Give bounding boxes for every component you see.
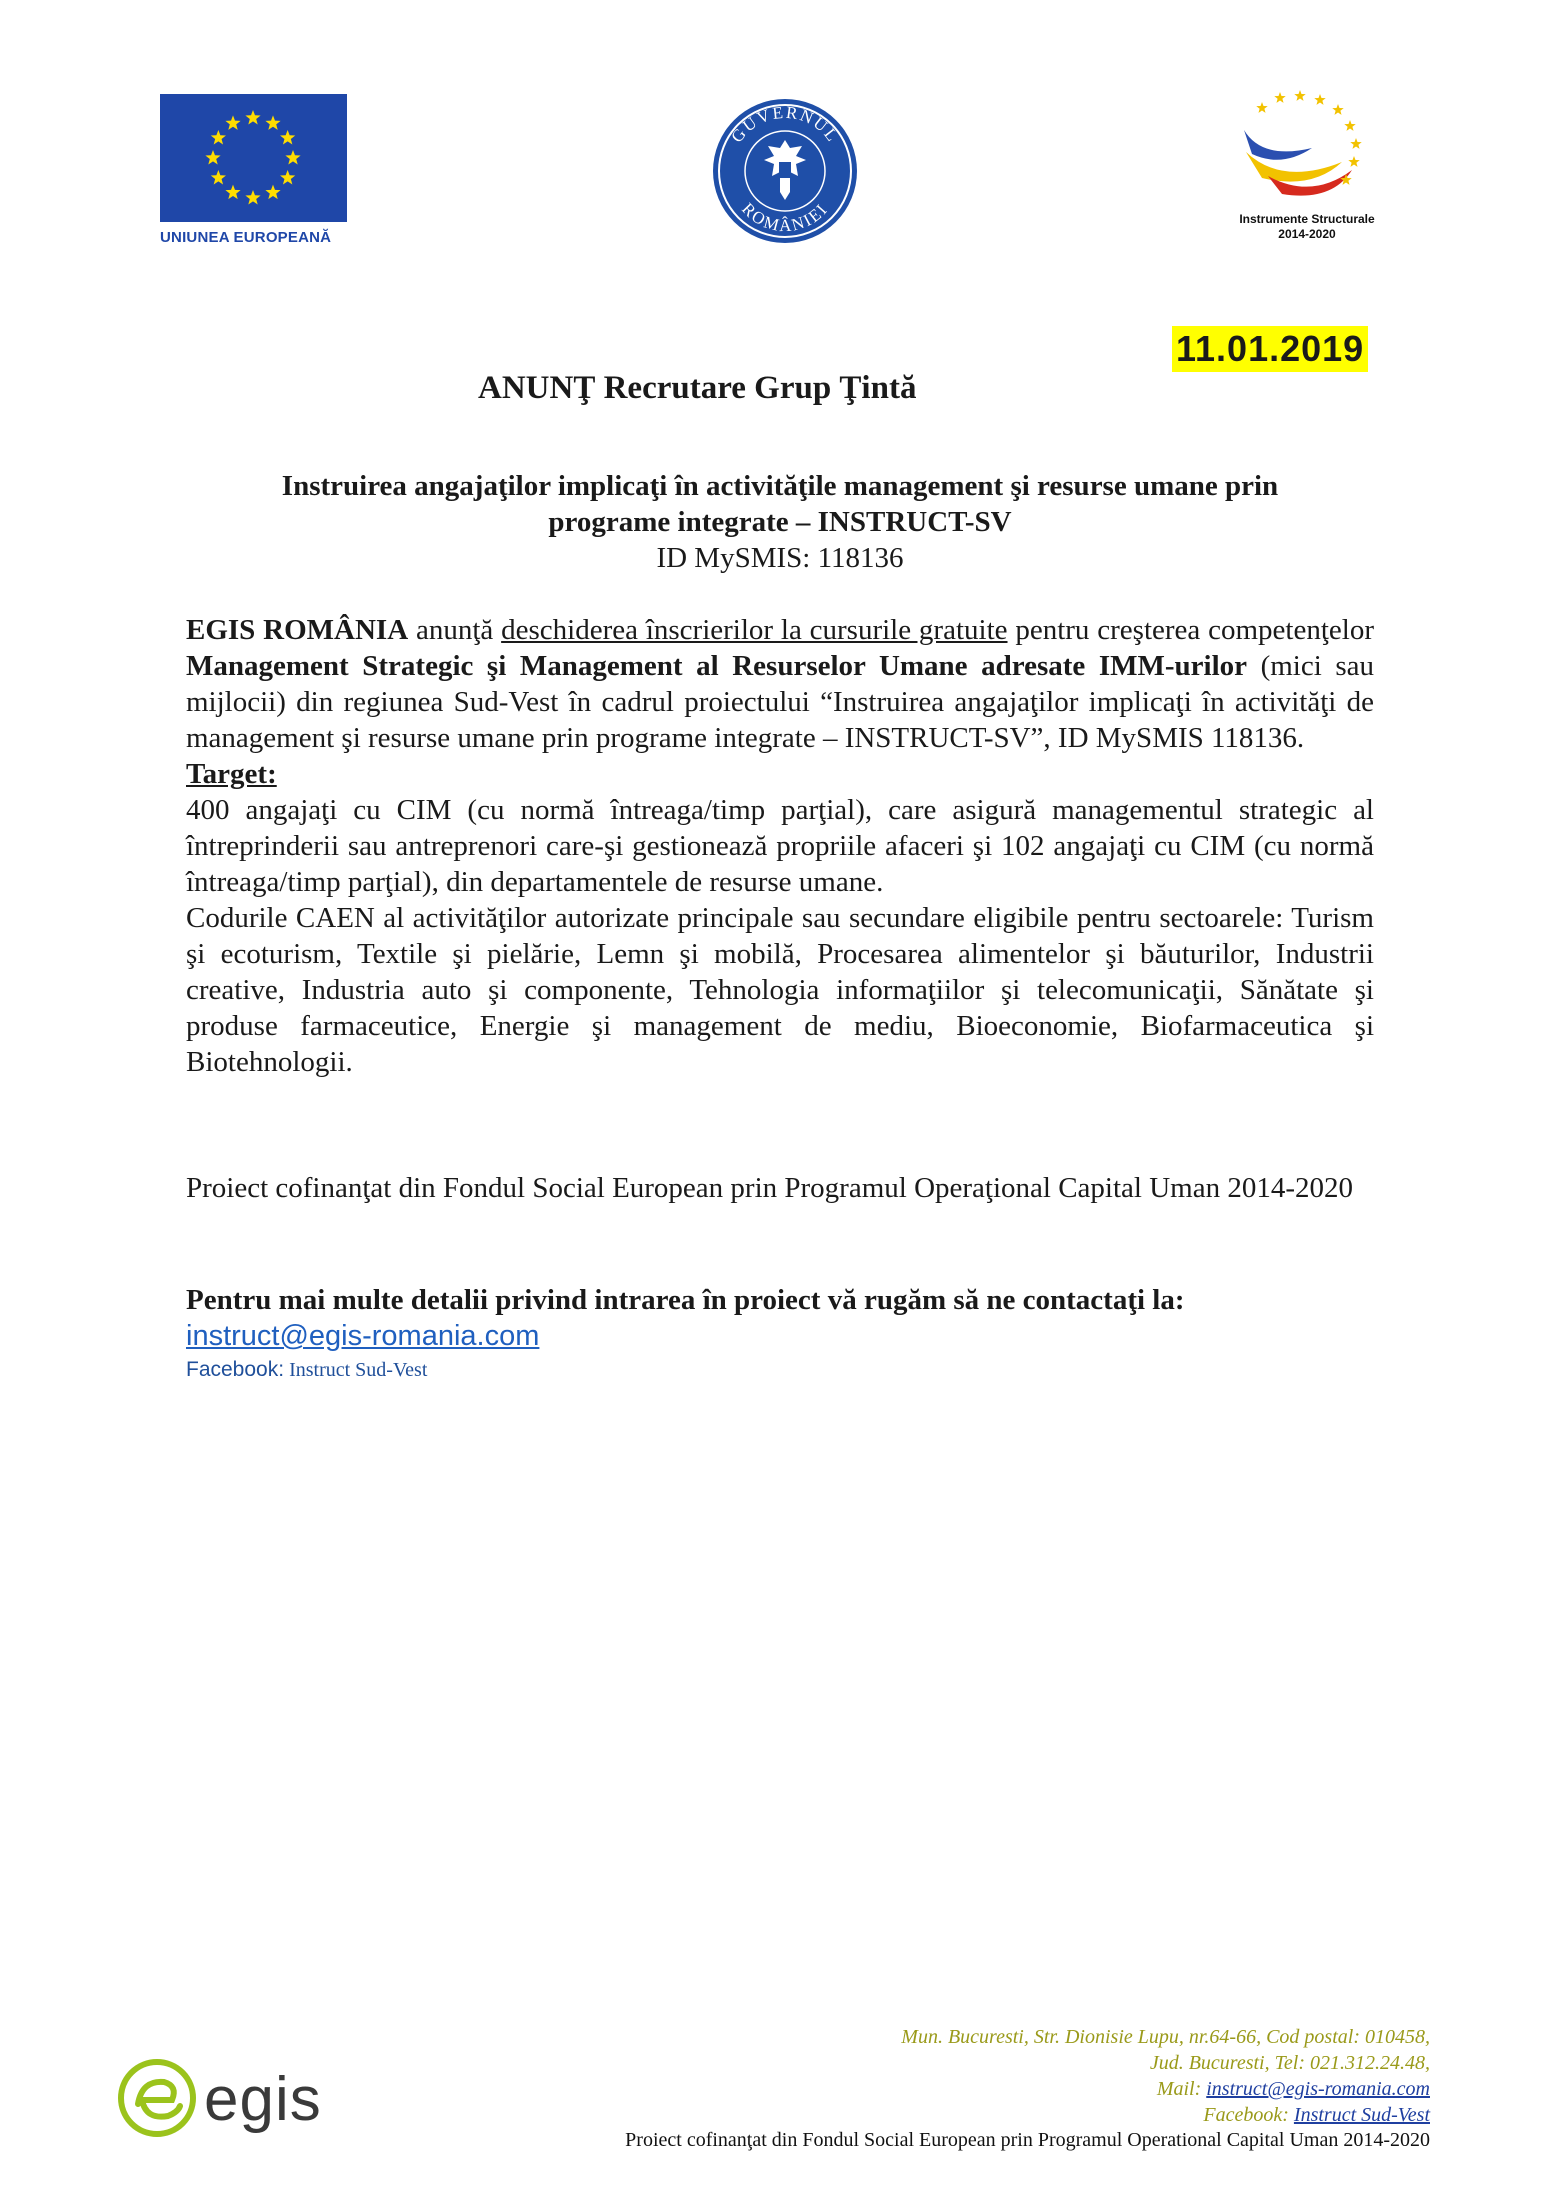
- footer-mail-line: [901, 2076, 1430, 2102]
- footer-facebook-line: [901, 2102, 1430, 2128]
- structural-instruments-star-icon: [1256, 102, 1267, 113]
- structural-instruments-star-icon: [1340, 174, 1351, 185]
- contact-block: [186, 1282, 1374, 1384]
- structural-instruments-star-icon: [1274, 92, 1285, 103]
- structural-instruments-star-icon: [1294, 90, 1305, 101]
- footer-mail-label: Mail:: [1156, 2078, 1207, 2100]
- structural-instruments-caption-line2: 2014-2020: [1278, 227, 1336, 241]
- eu-caption: UNIUNEA EUROPEANĂ: [160, 229, 332, 246]
- announcement-title: ANUNŢ Recrutare Grup Ţintă: [478, 370, 917, 406]
- structural-instruments-star-icon: [1344, 120, 1355, 131]
- project-header: [186, 468, 1374, 576]
- structural-instruments-caption: [1222, 212, 1392, 242]
- seal-text-top: GUVERNUL: [727, 102, 843, 147]
- organization-name: EGIS ROMÂNIA: [186, 614, 409, 646]
- project-name-line1: Instruirea angajaţilor implicaţi în activităţile management şi resurse umane prin: [281, 470, 1279, 502]
- eu-flag-icon: [160, 94, 347, 222]
- contact-email-link[interactable]: instruct@egis-romania.com: [186, 1320, 540, 1352]
- footer-address-line2: Jud. Bucuresti, Tel: 021.312.24.48,: [1149, 2052, 1430, 2074]
- structural-instruments-logo: [1222, 90, 1392, 250]
- egis-logo: [112, 2060, 332, 2140]
- footer-facebook-label: Facebook:: [1203, 2104, 1294, 2126]
- target-paragraph: 400 angajaţi cu CIM (cu normă întreaga/timp parţial), care asigură managementul strategic al întreprinderii sau antreprenori care-şi gestionează propriile afaceri şi 102 angajaţi cu CIM (cu normă întreaga/timp parţial), din departamentele de resurse umane.: [186, 794, 1374, 898]
- target-label: [186, 756, 1374, 792]
- egis-wordmark: egis: [204, 2065, 322, 2134]
- government-seal-icon: [710, 96, 860, 246]
- cofinancing-statement: Proiect cofinanţat din Fondul Social European prin Programul Operaţional Capital Uman 2014-2020: [186, 1172, 1353, 1204]
- caen-paragraph: Codurile CAEN al activităţilor autorizate principale sau secundare eligibile pentru sectoarele: Turism şi ecoturism, Textile şi pielărie, Lemn şi mobilă, Procesarea alimentelor şi băuturilor, Industrii creative, Industria auto şi componente, Tehnologia informaţiilor şi telecomunicaţii, Sănătate şi produse farmaceutice, Energie şi management de mediu, Bioeconomie, Biofarmaceutica şi Biotehnologii.: [186, 902, 1374, 1078]
- announcement-body: [186, 612, 1374, 1080]
- footer-mail-link[interactable]: instruct@egis-romania.com: [1206, 2078, 1430, 2100]
- footer-address: [901, 2024, 1430, 2128]
- eu-logo: [160, 94, 347, 249]
- announcement-date: 11.01.2019: [1172, 326, 1368, 372]
- registration-open-text: deschiderea înscrierilor la cursurile gratuite: [501, 614, 1008, 646]
- competencies-text: Management Strategic şi Management al Resurselor Umane adresate IMM-urilor: [186, 650, 1248, 682]
- project-name-line2: programe integrate – INSTRUCT-SV: [548, 506, 1012, 538]
- footer-facebook-link[interactable]: Instruct Sud-Vest: [1293, 2104, 1430, 2126]
- structural-instruments-star-icon: [1314, 94, 1325, 105]
- facebook-label: Facebook:: [186, 1358, 285, 1381]
- structural-instruments-icon: [1222, 90, 1392, 210]
- structural-instruments-star-icon: [1348, 156, 1359, 167]
- contact-heading: Pentru mai multe detalii privind intrarea în proiect vă rugăm să ne contactaţi la:: [186, 1284, 1185, 1316]
- intro-text-a: anunţă: [408, 614, 502, 646]
- intro-text-b: pentru creşterea competenţelor: [1007, 614, 1374, 646]
- structural-instruments-star-icon: [1350, 138, 1361, 149]
- seal-text-bottom: ROMÂNIEI: [738, 199, 832, 236]
- romanian-government-seal: [710, 96, 860, 246]
- facebook-page-name[interactable]: Instruct Sud-Vest: [289, 1359, 428, 1381]
- target-label-text: Target:: [186, 758, 277, 790]
- project-id: ID MySMIS: 118136: [656, 542, 904, 574]
- structural-instruments-star-icon: [1332, 104, 1343, 115]
- footer-address-line1: Mun. Bucuresti, Str. Dionisie Lupu, nr.64-66, Cod postal: 010458,: [901, 2026, 1430, 2048]
- structural-instruments-caption-line1: Instrumente Structurale: [1239, 212, 1375, 226]
- facebook-line: [186, 1356, 1374, 1384]
- intro-text-c: (mici sau mijlocii) din regiunea Sud-Vest în cadrul proiectului “Instruirea angajaţilor implicaţi în activităţi de management şi resurse umane prin programe integrate – INSTRUCT-SV”, ID MySMIS 118136.: [186, 650, 1375, 754]
- footer-cofinancing: Proiect cofinanţat din Fondul Social European prin Programul Operational Capital Uman 2014-2020: [625, 2129, 1430, 2151]
- intro-paragraph: [186, 612, 1374, 756]
- egis-e-icon: [112, 2056, 202, 2146]
